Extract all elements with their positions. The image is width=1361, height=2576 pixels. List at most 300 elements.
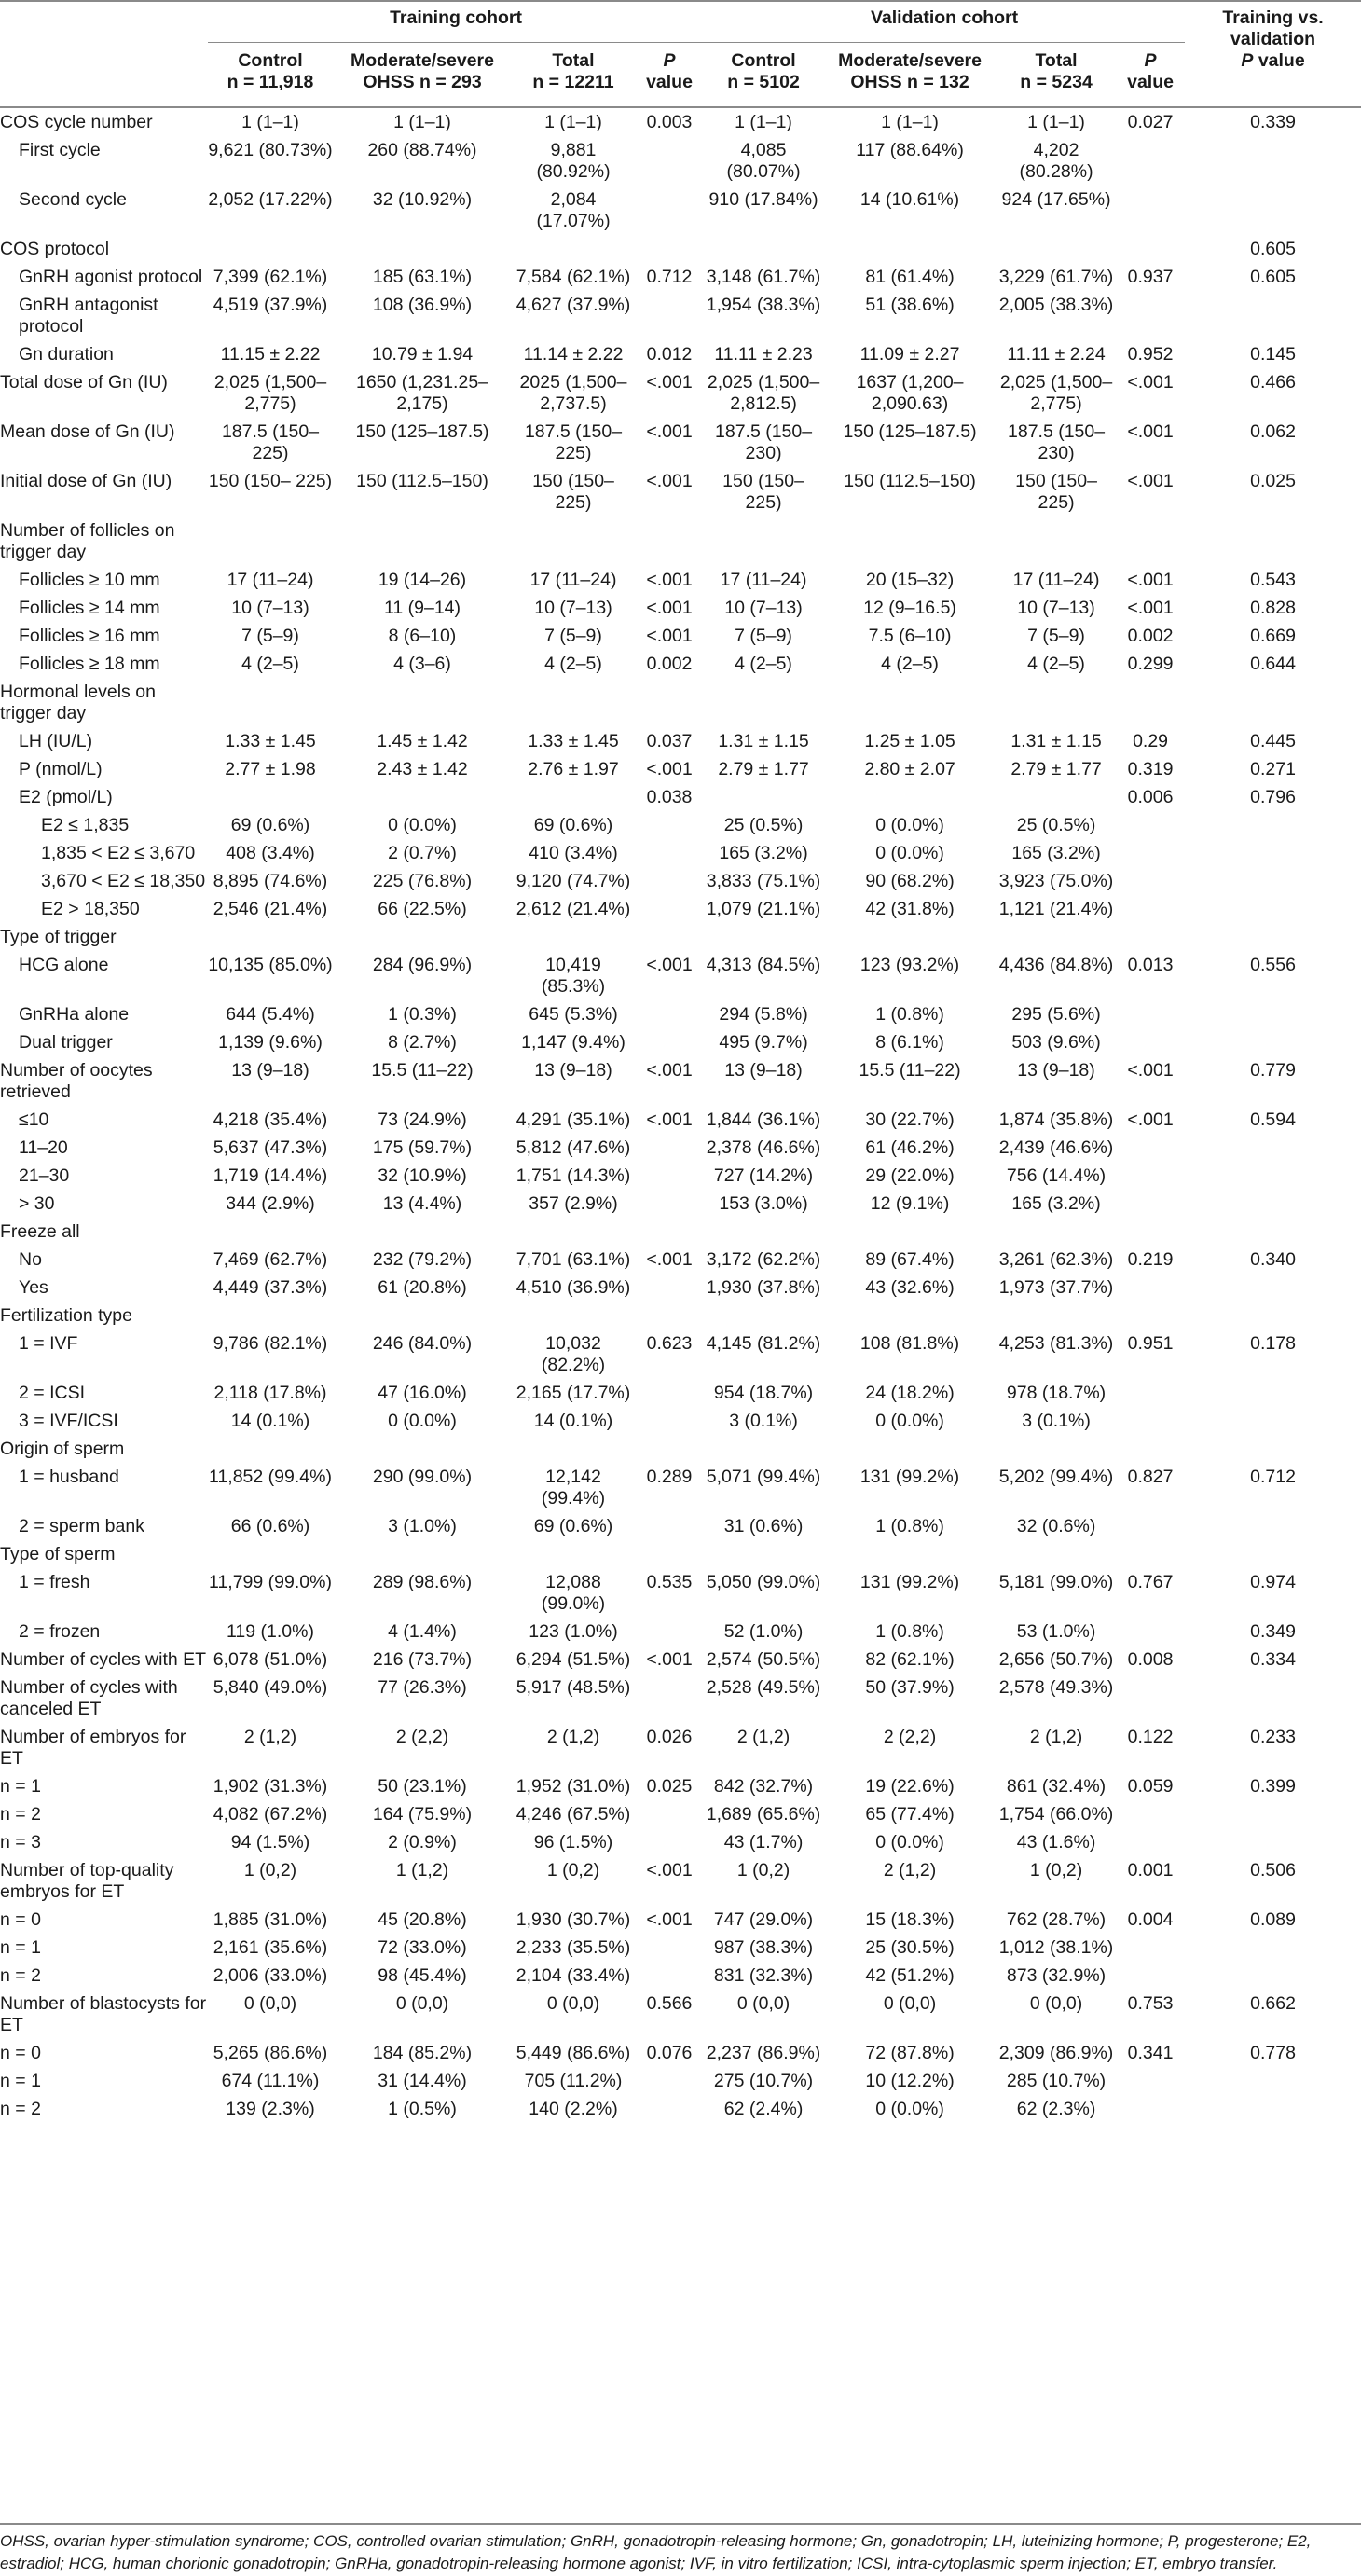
table-cell: 2,025 (1,500– 2,812.5) <box>707 372 820 414</box>
table-cell: 29 (22.0%) <box>865 1165 955 1186</box>
table-cell: 11.15 ± 2.22 <box>220 344 321 365</box>
table-cell: <.001 <box>1127 421 1174 442</box>
row-label: Number of top-quality embryos for ET <box>0 1860 174 1902</box>
table-cell: 61 (20.8%) <box>378 1277 467 1298</box>
table-cell <box>208 923 333 951</box>
table-cell <box>1116 136 1185 186</box>
table-cell: 2,006 (33.0%) <box>213 1965 328 1986</box>
table-cell: 15 (18.3%) <box>865 1909 955 1930</box>
table-cell <box>1185 1379 1361 1407</box>
table-row <box>0 1962 1361 1990</box>
table-cell: 0.712 <box>646 267 693 287</box>
table-cell <box>208 517 333 566</box>
table-cell <box>512 923 635 951</box>
table-cell: 165 (3.2%) <box>719 843 808 863</box>
table-cell: 61 (46.2%) <box>865 1137 955 1158</box>
header-col-total-training: Total n = 12211 <box>512 43 635 108</box>
table-cell: 2,612 (21.4%) <box>516 899 631 919</box>
table-cell: 1637 (1,200– 2,090.63) <box>856 372 964 414</box>
table-cell: 3 (1.0%) <box>388 1516 457 1536</box>
table-cell: 11.11 ± 2.23 <box>714 344 813 365</box>
table-row <box>0 650 1361 678</box>
table-cell <box>333 517 512 566</box>
table-cell <box>208 1540 333 1568</box>
table-row <box>0 727 1361 755</box>
table-cell: 4,253 (81.3%) <box>998 1333 1114 1354</box>
table-cell: 1 (0.5%) <box>388 2099 457 2119</box>
table-cell <box>635 1302 704 1329</box>
table-cell <box>1185 2067 1361 2095</box>
table-cell <box>1116 2067 1185 2095</box>
table-cell <box>1116 291 1185 340</box>
table-cell: 8 (2.7%) <box>388 1032 457 1053</box>
row-label: n = 2 <box>0 1965 41 1986</box>
table-cell: 43 (1.6%) <box>1016 1832 1096 1853</box>
table-row <box>0 594 1361 622</box>
table-cell: 2.43 ± 1.42 <box>377 759 468 779</box>
row-label: 1,835 < E2 ≤ 3,670 <box>41 843 196 863</box>
table-cell: 1,930 (30.7%) <box>516 1909 631 1930</box>
table-cell: 62 (2.4%) <box>723 2099 804 2119</box>
row-label: 2 = ICSI <box>19 1383 85 1403</box>
table-cell: 1.33 ± 1.45 <box>225 731 316 751</box>
row-label: COS cycle number <box>0 112 153 132</box>
table-cell: 2.76 ± 1.97 <box>528 759 619 779</box>
table-cell: 5,071 (99.4%) <box>706 1467 821 1487</box>
table-cell: 495 (9.7%) <box>719 1032 808 1053</box>
table-cell: 2,439 (46.6%) <box>998 1137 1114 1158</box>
row-label: E2 (pmol/L) <box>19 787 113 807</box>
table-cell: 1 (1–1) <box>735 112 792 132</box>
table-cell: 14 (0.1%) <box>533 1411 613 1431</box>
table-cell: 9,120 (74.7%) <box>516 871 631 891</box>
table-cell: 7 (5–9) <box>735 626 792 646</box>
table-cell: 644 (5.4%) <box>226 1004 315 1025</box>
table-row <box>0 2039 1361 2067</box>
table-cell <box>1116 1134 1185 1162</box>
table-cell: 5,449 (86.6%) <box>516 2043 631 2063</box>
row-label: Second cycle <box>19 189 127 210</box>
table-cell <box>823 923 997 951</box>
table-cell <box>823 783 997 811</box>
row-label: E2 > 18,350 <box>41 899 140 919</box>
table-cell: 0.037 <box>646 731 693 751</box>
table-cell <box>635 186 704 235</box>
table-cell: 0.233 <box>1250 1727 1296 1747</box>
table-cell <box>208 783 333 811</box>
table-cell: 10,135 (85.0%) <box>208 955 333 975</box>
table-cell: 2,528 (49.5%) <box>706 1677 821 1698</box>
table-cell: 0 (0,0) <box>395 1993 449 2014</box>
table-cell: 13 (9–18) <box>724 1060 803 1081</box>
table-cell: 0.038 <box>646 787 693 807</box>
table-cell: 0.951 <box>1127 1333 1174 1354</box>
row-label: n = 1 <box>0 2071 41 2091</box>
table-cell: <.001 <box>646 955 693 975</box>
table-cell: 0.778 <box>1250 2043 1296 2063</box>
table-row <box>0 1906 1361 1934</box>
table-header <box>0 0 1361 107</box>
row-label: Number of cycles with canceled ET <box>0 1677 178 1719</box>
table-cell: <.001 <box>1127 1060 1174 1081</box>
table-cell: 7.5 (6–10) <box>868 626 952 646</box>
table-cell: 8 (6–10) <box>388 626 457 646</box>
table-cell <box>1116 1540 1185 1568</box>
table-cell <box>1185 867 1361 895</box>
table-cell: 4,519 (37.9%) <box>213 295 328 315</box>
table-cell: 2,025 (1,500– 2,775) <box>213 372 327 414</box>
table-cell: 89 (67.4%) <box>865 1249 955 1270</box>
table-cell: 0.025 <box>1250 471 1296 491</box>
table-cell: 0.796 <box>1250 787 1296 807</box>
table-cell <box>1116 811 1185 839</box>
table-cell <box>1116 867 1185 895</box>
table-row <box>0 755 1361 783</box>
table-cell: 0.219 <box>1127 1249 1174 1270</box>
table-cell: 2 (0.7%) <box>388 843 457 863</box>
table-cell <box>333 923 512 951</box>
row-label: Hormonal levels on trigger day <box>0 682 156 723</box>
table-cell <box>208 1218 333 1246</box>
table-cell: 4,085 (80.07%) <box>726 140 801 182</box>
table-row <box>0 1028 1361 1056</box>
table-cell: 978 (18.7%) <box>1006 1383 1107 1403</box>
table-row <box>0 1000 1361 1028</box>
table-cell <box>1185 1162 1361 1190</box>
table-cell: 0.013 <box>1127 955 1174 975</box>
table-cell: 1.33 ± 1.45 <box>528 731 619 751</box>
table-cell: 3,148 (61.7%) <box>706 267 821 287</box>
table-cell: 4,145 (81.2%) <box>706 1333 821 1354</box>
table-cell: 260 (88.74%) <box>367 140 477 160</box>
table-cell <box>704 678 823 727</box>
table-cell: 1 (0,2) <box>736 1860 790 1880</box>
table-cell: 2.79 ± 1.77 <box>1010 759 1102 779</box>
table-cell: 0.334 <box>1250 1649 1296 1670</box>
table-cell: 0.535 <box>646 1572 693 1592</box>
table-cell: 0.952 <box>1127 344 1174 365</box>
table-cell <box>635 1828 704 1856</box>
table-cell: 42 (31.8%) <box>865 899 955 919</box>
table-cell: 2025 (1,500– 2,737.5) <box>519 372 627 414</box>
table-cell: 12 (9.1%) <box>870 1193 950 1214</box>
table-cell: 1,139 (9.6%) <box>218 1032 323 1053</box>
table-cell: <.001 <box>646 1109 693 1130</box>
table-cell <box>635 1379 704 1407</box>
table-cell: 1 (1–1) <box>393 112 451 132</box>
header-col-control-validation: Control n = 5102 <box>704 43 823 108</box>
table-cell: 13 (9–18) <box>231 1060 309 1081</box>
header-training-vs-validation: Training vs. validation P value <box>1185 0 1361 107</box>
table-cell: 1,954 (38.3%) <box>706 295 821 315</box>
table-cell: 2,104 (33.4%) <box>516 1965 631 1986</box>
table-cell: <.001 <box>646 570 693 590</box>
table-cell <box>1116 1274 1185 1302</box>
table-cell: 3,923 (75.0%) <box>998 871 1114 891</box>
table-cell: 131 (99.2%) <box>859 1467 960 1487</box>
table-cell <box>1116 1000 1185 1028</box>
table-cell <box>1185 1190 1361 1218</box>
table-cell: 705 (11.2%) <box>524 2071 623 2091</box>
table-cell: 5,265 (86.6%) <box>213 2043 328 2063</box>
table-cell: 20 (15–32) <box>865 570 955 590</box>
table-cell: 25 (0.5%) <box>723 815 804 835</box>
table-cell: 0.059 <box>1127 1776 1174 1797</box>
table-cell: 294 (5.8%) <box>719 1004 808 1025</box>
table-cell <box>635 2095 704 2123</box>
table-cell: 50 (37.9%) <box>865 1677 955 1698</box>
table-cell: 0 (0.0%) <box>875 815 944 835</box>
table-cell: 2,237 (86.9%) <box>706 2043 821 2063</box>
table-cell: 4,082 (67.2%) <box>213 1804 328 1825</box>
table-cell: 0 (0.0%) <box>875 1832 944 1853</box>
row-label: Follicles ≥ 16 mm <box>19 626 160 646</box>
table-cell: 0.349 <box>1250 1621 1296 1642</box>
table-cell <box>997 235 1116 263</box>
table-cell: 0.767 <box>1127 1572 1174 1592</box>
table-cell: 150 (125–187.5) <box>843 421 977 442</box>
table-cell <box>704 923 823 951</box>
table-cell: 0.644 <box>1250 654 1296 674</box>
table-cell: 2 (0.9%) <box>388 1832 457 1853</box>
table-cell: 2.80 ± 2.07 <box>864 759 955 779</box>
row-label: Freeze all <box>0 1221 80 1242</box>
table-cell: 119 (1.0%) <box>227 1621 314 1642</box>
table-cell: <.001 <box>646 1909 693 1930</box>
row-label: 1 = IVF <box>19 1333 78 1354</box>
table-cell: 2,378 (46.6%) <box>706 1137 821 1158</box>
table-cell: 0.089 <box>1250 1909 1296 1930</box>
row-label: 1 = husband <box>19 1467 119 1487</box>
table-cell: 0.001 <box>1127 1860 1174 1880</box>
table-cell: 0.289 <box>646 1467 693 1487</box>
table-cell <box>997 1435 1116 1463</box>
table-cell: 0.271 <box>1250 759 1296 779</box>
row-label: Mean dose of Gn (IU) <box>0 421 175 442</box>
row-label: 3 = IVF/ICSI <box>19 1411 118 1431</box>
row-label: LH (IU/L) <box>19 731 93 751</box>
table-cell <box>333 1302 512 1329</box>
table-cell <box>635 1274 704 1302</box>
table-cell <box>512 1540 635 1568</box>
row-label: Dual trigger <box>19 1032 113 1053</box>
table-cell: 11,799 (99.0%) <box>209 1572 332 1592</box>
table-cell <box>635 291 704 340</box>
table-cell <box>1116 1379 1185 1407</box>
table-cell: 65 (77.4%) <box>865 1804 955 1825</box>
table-cell: 2,165 (17.7%) <box>516 1383 631 1403</box>
table-cell: 42 (51.2%) <box>865 1965 955 1986</box>
table-cell: 0.753 <box>1127 1993 1174 2014</box>
table-cell <box>1116 517 1185 566</box>
table-cell <box>512 1435 635 1463</box>
row-label: Follicles ≥ 18 mm <box>19 654 160 674</box>
table-cell: 1 (1–1) <box>1027 112 1085 132</box>
table-cell <box>1116 1618 1185 1646</box>
table-cell <box>1116 1218 1185 1246</box>
table-cell <box>823 1435 997 1463</box>
table-row <box>0 2095 1361 2123</box>
table-cell: 7,584 (62.1%) <box>516 267 631 287</box>
table-cell: 2 (1,2) <box>243 1727 297 1747</box>
table-cell <box>1185 1962 1361 1990</box>
table-cell <box>635 1800 704 1828</box>
table-cell: 4,291 (35.1%) <box>516 1109 631 1130</box>
table-cell: 150 (125–187.5) <box>355 421 489 442</box>
table-cell: 30 (22.7%) <box>865 1109 955 1130</box>
table-cell <box>333 1435 512 1463</box>
table-cell: 25 (30.5%) <box>865 1937 955 1958</box>
table-cell: 285 (10.7%) <box>1006 2071 1107 2091</box>
table-cell: 187.5 (150– 225) <box>221 421 320 463</box>
table-cell: 0.466 <box>1250 372 1296 393</box>
table-cell: 185 (63.1%) <box>372 267 473 287</box>
table-cell: 289 (98.6%) <box>372 1572 473 1592</box>
table-cell <box>1185 1674 1361 1723</box>
table-cell <box>1116 923 1185 951</box>
table-cell: 31 (14.4%) <box>378 2071 467 2091</box>
table-cell: 1,885 (31.0%) <box>213 1909 328 1930</box>
table-cell: 108 (36.9%) <box>372 295 473 315</box>
table-cell: 410 (3.4%) <box>529 843 618 863</box>
table-cell: 17 (11–24) <box>227 570 314 590</box>
table-cell <box>635 1618 704 1646</box>
table-cell: 11,852 (99.4%) <box>209 1467 332 1487</box>
table-cell: 1,719 (14.4%) <box>213 1165 328 1186</box>
table-cell: 831 (32.3%) <box>713 1965 814 1986</box>
table-cell: 10 (7–13) <box>1017 598 1095 618</box>
table-cell <box>704 517 823 566</box>
table-cell: 1,751 (14.3%) <box>516 1165 631 1186</box>
table-cell <box>635 811 704 839</box>
table-cell: 727 (14.2%) <box>713 1165 814 1186</box>
table-cell <box>997 923 1116 951</box>
table-cell: 1,689 (65.6%) <box>706 1804 821 1825</box>
table-cell: 910 (17.84%) <box>708 189 818 210</box>
table-cell <box>704 235 823 263</box>
table-cell: 90 (68.2%) <box>865 871 955 891</box>
table-row <box>0 291 1361 340</box>
table-cell: 4 (2–5) <box>241 654 299 674</box>
table-row <box>0 839 1361 867</box>
table-cell: 131 (99.2%) <box>859 1572 960 1592</box>
table-cell: 4,510 (36.9%) <box>516 1277 631 1298</box>
table-cell: 10 (12.2%) <box>865 2071 955 2091</box>
table-row <box>0 867 1361 895</box>
table-cell <box>704 783 823 811</box>
table-cell <box>1185 1828 1361 1856</box>
table-cell <box>635 2067 704 2095</box>
table-cell: <.001 <box>1127 1109 1174 1130</box>
table-cell: 73 (24.9%) <box>378 1109 467 1130</box>
table-row <box>0 235 1361 263</box>
row-label: > 30 <box>19 1193 55 1214</box>
table-cell: 2 (2,2) <box>395 1727 449 1747</box>
table-cell: 0.340 <box>1250 1249 1296 1270</box>
table-cell: 10 (7–13) <box>724 598 803 618</box>
table-cell <box>1116 1674 1185 1723</box>
table-bottom-rule <box>0 2523 1361 2525</box>
table-cell <box>823 1302 997 1329</box>
table-cell: 0.29 <box>1133 731 1169 751</box>
table-cell: <.001 <box>646 1060 693 1081</box>
table-row <box>0 678 1361 727</box>
table-cell: 861 (32.4%) <box>1006 1776 1107 1797</box>
table-cell <box>997 1218 1116 1246</box>
table-row <box>0 1540 1361 1568</box>
table-row <box>0 1856 1361 1906</box>
table-row <box>0 1056 1361 1106</box>
table-cell: 81 (61.4%) <box>865 267 955 287</box>
table-cell: 0.145 <box>1250 344 1296 365</box>
table-cell: 153 (3.0%) <box>719 1193 808 1214</box>
row-label: 3,670 < E2 ≤ 18,350 <box>41 871 206 891</box>
table-cell: <.001 <box>646 759 693 779</box>
table-cell: 1,952 (31.0%) <box>516 1776 631 1797</box>
row-label: 11–20 <box>19 1137 68 1158</box>
row-label: P (nmol/L) <box>19 759 103 779</box>
table-cell <box>1185 811 1361 839</box>
row-label: ≤10 <box>19 1109 49 1130</box>
table-cell: 7,469 (62.7%) <box>213 1249 328 1270</box>
table-cell: 0.003 <box>646 112 693 132</box>
table-cell: 8 (6.1%) <box>875 1032 944 1053</box>
table-row <box>0 1674 1361 1723</box>
table-cell: 1.31 ± 1.15 <box>718 731 809 751</box>
table-cell: 0.712 <box>1250 1467 1296 1487</box>
table-cell: 66 (0.6%) <box>230 1516 310 1536</box>
table-row <box>0 1435 1361 1463</box>
table-cell: 0.605 <box>1250 239 1296 259</box>
row-label: 21–30 <box>19 1165 70 1186</box>
table-row <box>0 1934 1361 1962</box>
table-cell <box>635 1134 704 1162</box>
table-cell: 72 (33.0%) <box>378 1937 467 1958</box>
table-cell: 69 (0.6%) <box>533 1516 613 1536</box>
table-cell: 246 (84.0%) <box>372 1333 473 1354</box>
table-cell <box>635 895 704 923</box>
table-cell <box>1185 136 1361 186</box>
table-cell <box>512 678 635 727</box>
table-cell <box>635 1000 704 1028</box>
table-cell: 0.445 <box>1250 731 1296 751</box>
table-cell: 32 (10.92%) <box>372 189 473 210</box>
table-row <box>0 1134 1361 1162</box>
table-cell <box>1116 1800 1185 1828</box>
table-cell: 69 (0.6%) <box>230 815 310 835</box>
table-cell: <.001 <box>646 372 693 393</box>
table-cell <box>997 678 1116 727</box>
table-row <box>0 895 1361 923</box>
table-cell <box>823 235 997 263</box>
table-row <box>0 2067 1361 2095</box>
table-cell <box>635 1218 704 1246</box>
table-cell: 4,449 (37.3%) <box>213 1277 328 1298</box>
table-cell: <.001 <box>1127 471 1174 491</box>
table-body <box>0 107 1361 2123</box>
table-cell: 0 (0.0%) <box>875 1411 944 1431</box>
table-cell: 4,202 (80.28%) <box>1019 140 1093 182</box>
table-cell: 987 (38.3%) <box>713 1937 814 1958</box>
table-cell: 1,754 (66.0%) <box>998 1804 1114 1825</box>
table-cell: 1 (0.3%) <box>388 1004 457 1025</box>
table-cell: 0.594 <box>1250 1109 1296 1130</box>
table-cell: 1 (0,2) <box>243 1860 297 1880</box>
table-cell <box>1185 291 1361 340</box>
table-cell: 1.31 ± 1.15 <box>1010 731 1102 751</box>
table-cell <box>1185 923 1361 951</box>
table-cell: 43 (1.7%) <box>723 1832 804 1853</box>
